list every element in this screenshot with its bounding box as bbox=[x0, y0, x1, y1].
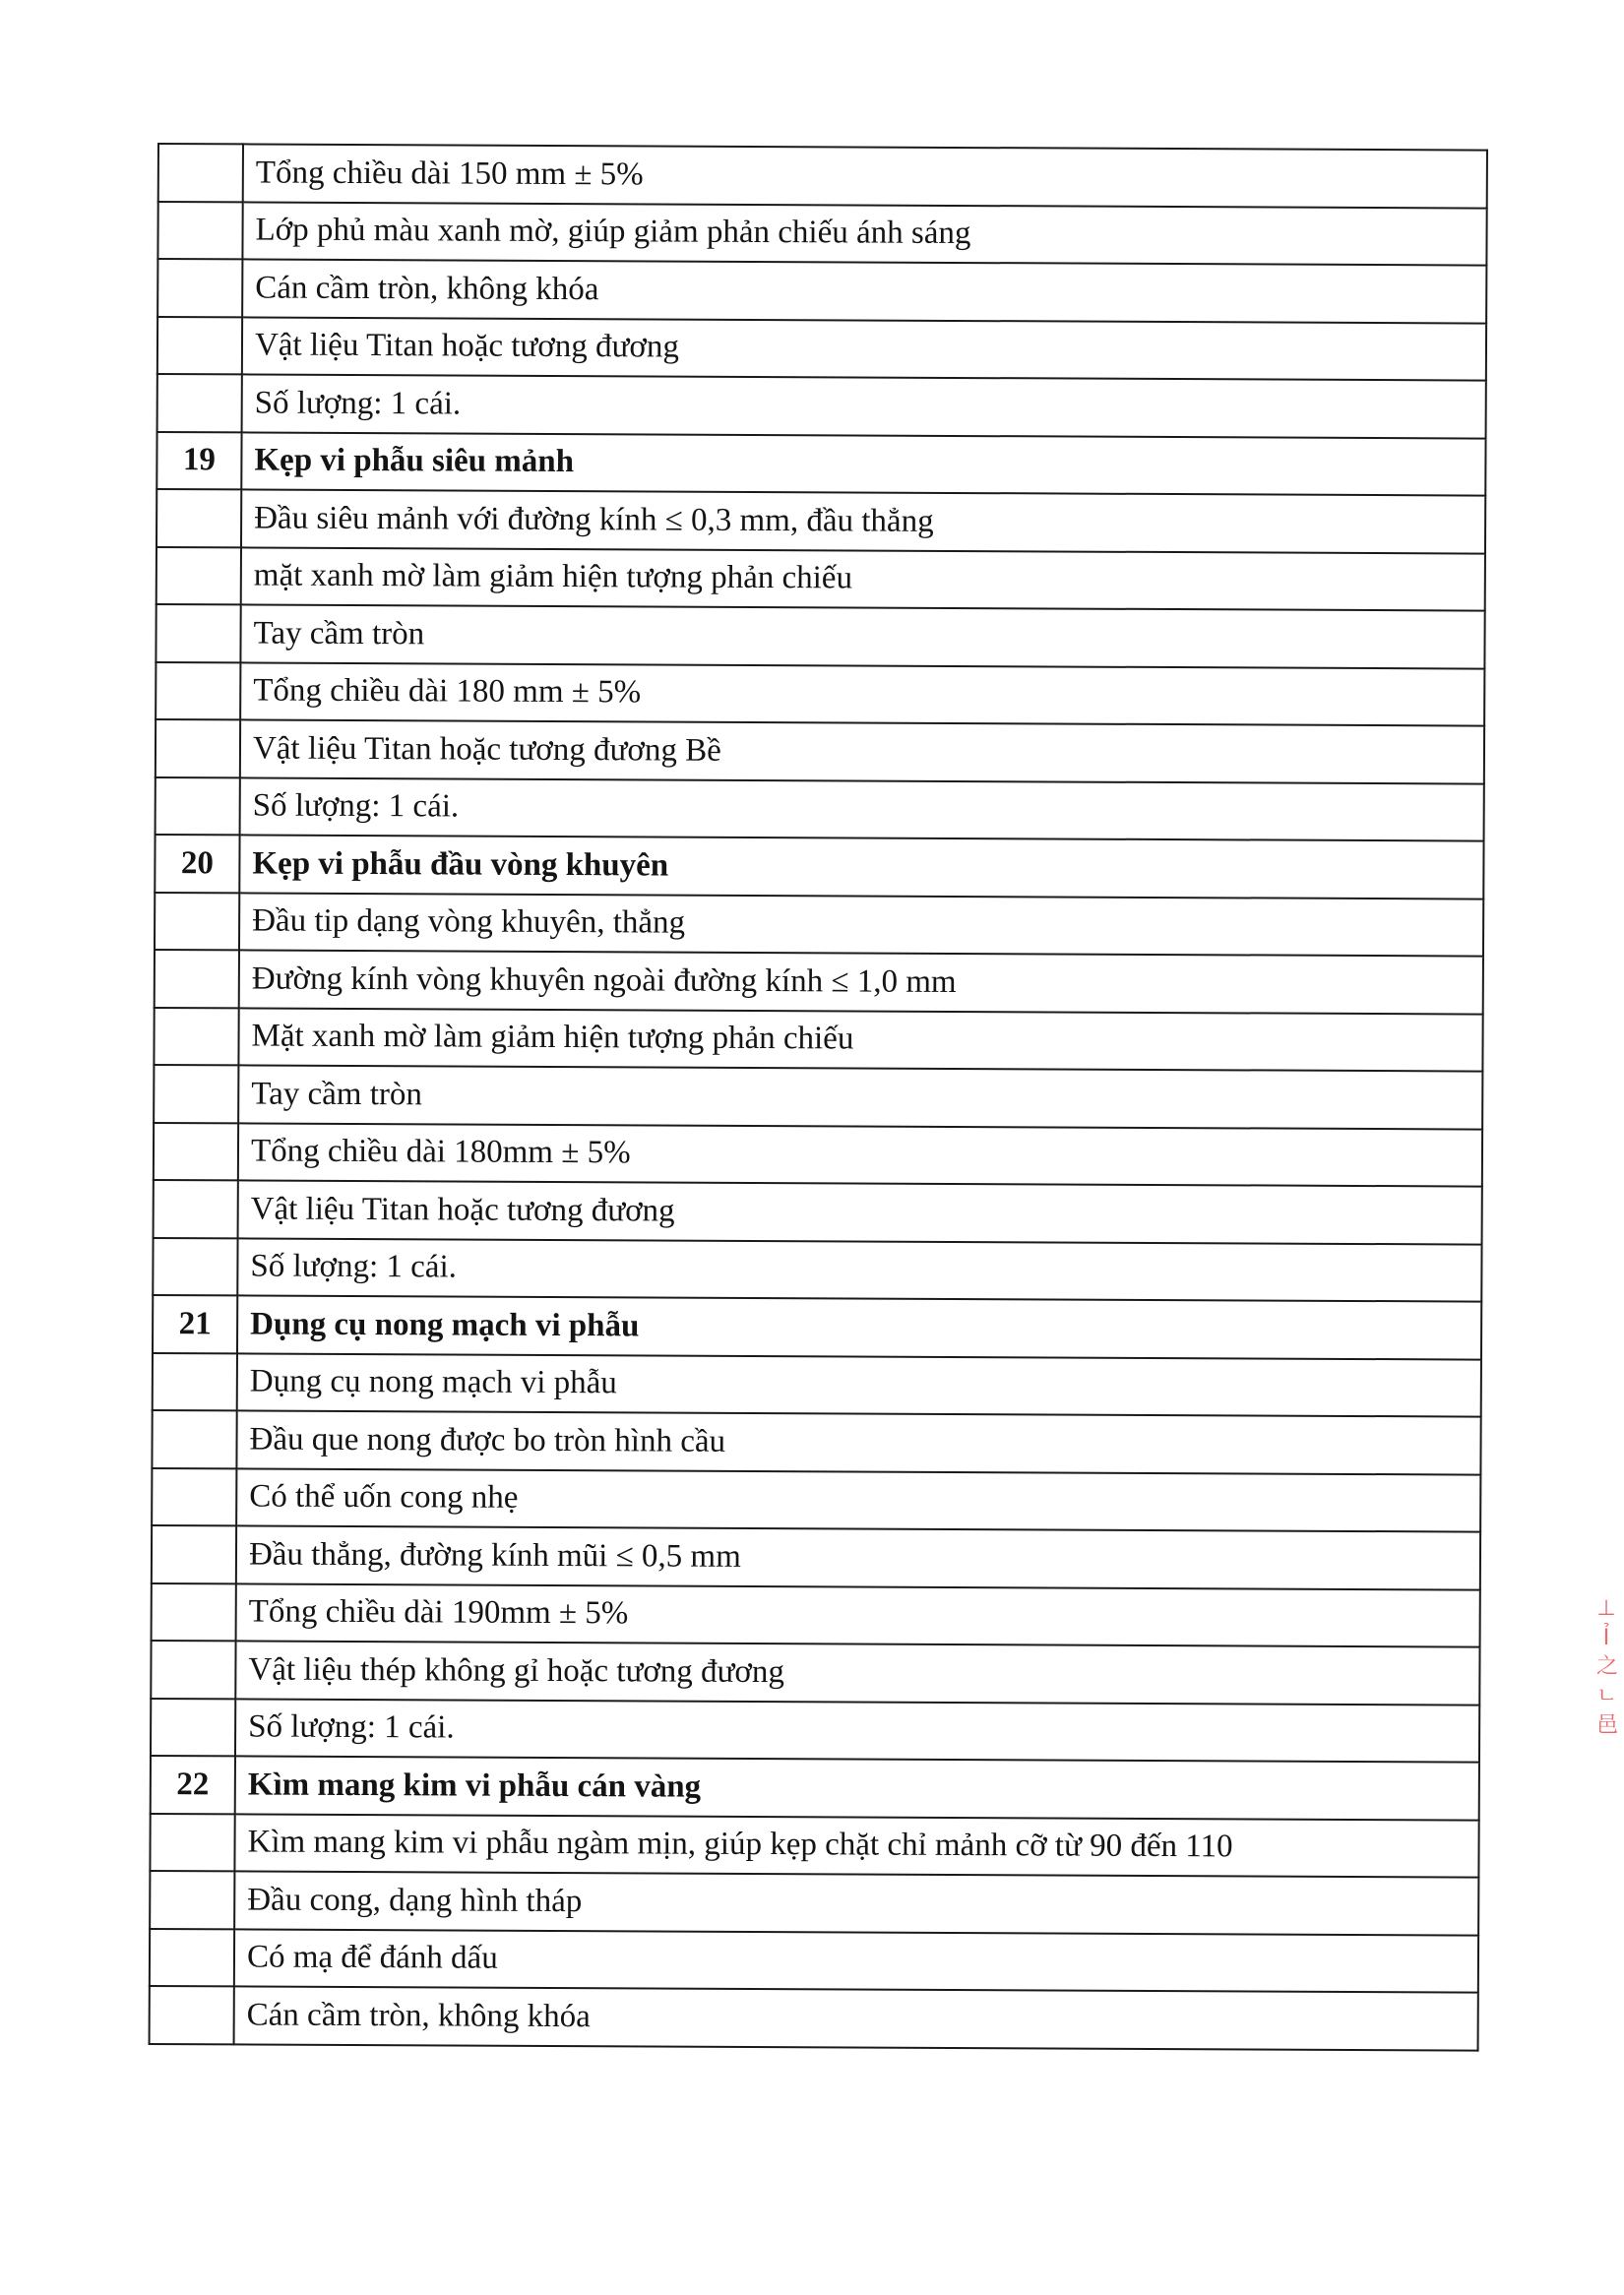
item-number-cell bbox=[156, 547, 241, 605]
spec-description-cell: Có thể uốn cong nhẹ bbox=[236, 1468, 1480, 1532]
item-number-cell bbox=[152, 1410, 236, 1468]
spec-row bbox=[156, 661, 1484, 725]
spec-row bbox=[156, 719, 1484, 783]
spec-row bbox=[152, 1410, 1480, 1474]
item-number-cell bbox=[154, 1007, 238, 1065]
item-number-cell bbox=[150, 1813, 234, 1871]
spec-description-cell: Đầu siêu mảnh với đường kính ≤ 0,3 mm, đầu thẳng bbox=[241, 489, 1485, 553]
item-heading-row bbox=[156, 432, 1485, 496]
item-number-cell bbox=[154, 1122, 238, 1180]
spec-row bbox=[154, 1007, 1482, 1071]
item-number-cell bbox=[157, 374, 242, 432]
item-number-cell bbox=[151, 1698, 235, 1756]
item-title-cell: Kẹp vi phẫu siêu mảnh bbox=[241, 432, 1485, 496]
item-number-cell bbox=[153, 1352, 237, 1410]
item-number-cell bbox=[157, 317, 242, 375]
spec-row bbox=[154, 1180, 1482, 1244]
spec-sheet bbox=[149, 143, 1488, 2051]
spec-row bbox=[152, 1525, 1480, 1589]
spec-row bbox=[155, 950, 1483, 1014]
item-number-cell bbox=[155, 892, 239, 950]
spec-description-cell: Vật liệu Titan hoặc tương đương bbox=[238, 1180, 1482, 1244]
item-number-cell bbox=[152, 1467, 236, 1525]
spec-description-cell: Vật liệu Titan hoặc tương đương Bề bbox=[240, 719, 1484, 783]
item-number-cell: 20 bbox=[155, 835, 239, 893]
spec-description-cell: Đầu cong, dạng hình tháp bbox=[234, 1871, 1478, 1935]
item-title-cell: Dụng cụ nong mạch vi phẫu bbox=[237, 1295, 1481, 1359]
spec-row bbox=[157, 317, 1486, 381]
spec-description-cell: Đầu que nong được bo tròn hình cầu bbox=[236, 1410, 1480, 1474]
item-number-cell bbox=[157, 202, 242, 260]
item-number-cell bbox=[156, 489, 241, 547]
item-number-cell bbox=[151, 1641, 235, 1699]
spec-row bbox=[156, 547, 1485, 611]
spec-row bbox=[154, 1122, 1482, 1186]
spec-description-cell: Cán cầm tròn, không khóa bbox=[242, 259, 1486, 323]
item-heading-row bbox=[153, 1295, 1481, 1359]
spec-row bbox=[157, 259, 1486, 323]
item-number-cell bbox=[150, 1986, 234, 2044]
spec-description-cell: Đầu thẳng, đường kính mũi ≤ 0,5 mm bbox=[236, 1525, 1480, 1589]
item-number-cell: 21 bbox=[153, 1295, 237, 1353]
spec-row bbox=[155, 892, 1483, 956]
spec-description-cell: Tay cầm tròn bbox=[238, 1065, 1482, 1129]
item-number-cell bbox=[154, 1065, 238, 1123]
item-number-cell: 22 bbox=[151, 1756, 235, 1814]
spec-description-cell: Kìm mang kim vi phẫu ngàm mịn, giúp kẹp chặt chỉ mảnh cỡ từ 90 đến 110 bbox=[234, 1814, 1478, 1878]
item-title-cell: Kìm mang kim vi phẫu cán vàng bbox=[235, 1756, 1479, 1820]
spec-row bbox=[152, 1582, 1480, 1646]
red-stamp-fragment bbox=[1596, 1594, 1619, 1909]
spec-row bbox=[150, 1928, 1478, 1992]
item-number-cell: 19 bbox=[156, 432, 241, 490]
item-number-cell bbox=[152, 1525, 236, 1583]
spec-description-cell: Có mạ để đánh dấu bbox=[234, 1929, 1478, 1993]
spec-description-cell: Mặt xanh mờ làm giảm hiện tượng phản chiếu bbox=[238, 1008, 1482, 1072]
spec-description-cell: Vật liệu thép không gỉ hoặc tương đương bbox=[235, 1641, 1479, 1705]
spec-description-cell: Tổng chiều dài 190mm ± 5% bbox=[236, 1583, 1480, 1647]
item-number-cell bbox=[153, 1237, 237, 1295]
spec-description-cell: Số lượng: 1 cái. bbox=[237, 1238, 1481, 1302]
spec-row bbox=[157, 374, 1486, 438]
spec-row bbox=[150, 1871, 1478, 1935]
spec-row bbox=[152, 1467, 1480, 1531]
spec-row bbox=[158, 144, 1487, 208]
item-number-cell bbox=[158, 144, 243, 202]
stamp-glyph: 邑 bbox=[1596, 1712, 1619, 1738]
spec-row bbox=[150, 1986, 1478, 2050]
item-heading-row bbox=[155, 835, 1483, 899]
stamp-glyph: ⊥ bbox=[1596, 1596, 1616, 1621]
item-number-cell bbox=[156, 661, 240, 719]
stamp-glyph: Ỉ bbox=[1602, 1625, 1610, 1650]
item-heading-row bbox=[151, 1756, 1479, 1820]
spec-description-cell: Số lượng: 1 cái. bbox=[235, 1699, 1479, 1763]
spec-row bbox=[157, 202, 1486, 266]
item-number-cell bbox=[156, 604, 240, 662]
spec-description-cell: Đầu tip dạng vòng khuyên, thẳng bbox=[239, 893, 1483, 957]
stamp-glyph: ㄴ bbox=[1596, 1684, 1618, 1709]
spec-description-cell: Dụng cụ nong mạch vi phẫu bbox=[237, 1353, 1481, 1417]
item-title-cell: Kẹp vi phẫu đầu vòng khuyên bbox=[239, 835, 1483, 899]
spec-description-cell: Cán cầm tròn, không khóa bbox=[234, 1986, 1478, 2050]
spec-row bbox=[150, 1813, 1478, 1877]
item-number-cell bbox=[157, 259, 242, 317]
spec-description-cell: Lớp phủ màu xanh mờ, giúp giảm phản chiếu ánh sáng bbox=[242, 202, 1486, 266]
spec-description-cell: Đường kính vòng khuyên ngoài đường kính ≤ 1,0 mm bbox=[239, 950, 1483, 1014]
item-number-cell bbox=[156, 719, 240, 777]
item-number-cell bbox=[154, 1180, 238, 1238]
spec-row bbox=[156, 776, 1484, 840]
spec-row bbox=[151, 1641, 1479, 1705]
spec-description-cell: mặt xanh mờ làm giảm hiện tượng phản chiếu bbox=[241, 547, 1485, 611]
spec-row bbox=[156, 489, 1485, 553]
spec-description-cell: Số lượng: 1 cái. bbox=[242, 374, 1486, 438]
spec-row bbox=[154, 1065, 1482, 1129]
item-number-cell bbox=[155, 950, 239, 1008]
item-number-cell bbox=[150, 1871, 234, 1929]
spec-description-cell: Tổng chiều dài 180 mm ± 5% bbox=[240, 662, 1484, 726]
stamp-glyph: 之 bbox=[1596, 1654, 1619, 1680]
spec-row bbox=[156, 604, 1484, 668]
spec-description-cell: Số lượng: 1 cái. bbox=[240, 777, 1484, 841]
item-number-cell bbox=[152, 1582, 236, 1641]
spec-description-cell: Vật liệu Titan hoặc tương đương bbox=[242, 317, 1486, 381]
item-number-cell bbox=[150, 1928, 234, 1986]
spec-description-cell: Tổng chiều dài 150 mm ± 5% bbox=[243, 144, 1487, 208]
item-number-cell bbox=[156, 776, 240, 835]
spec-row bbox=[153, 1237, 1481, 1301]
spec-description-cell: Tổng chiều dài 180mm ± 5% bbox=[238, 1123, 1482, 1187]
specification-table bbox=[149, 143, 1488, 2051]
spec-row bbox=[151, 1698, 1479, 1762]
spec-row bbox=[153, 1352, 1481, 1416]
spec-description-cell: Tay cầm tròn bbox=[240, 604, 1484, 668]
